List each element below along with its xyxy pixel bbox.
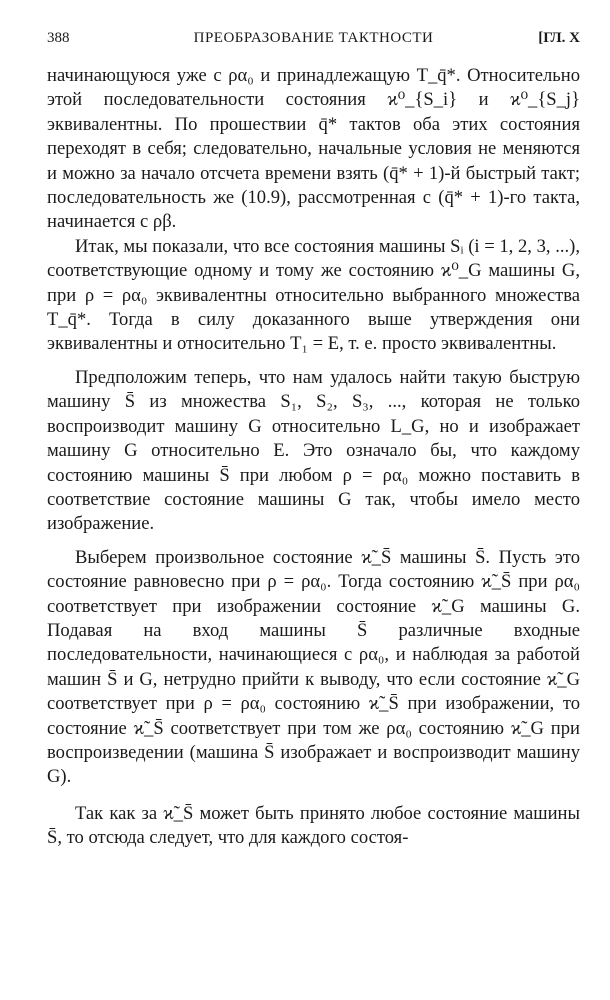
running-header xyxy=(47,30,580,52)
paragraph-continuation: начинающуюся уже с ρα₀ и принадлежащую T_q̄*. Относительно этой последовательности состояния ϰ⁰_{S_i} и ϰ⁰_{S_j} эквивалентны. По прошествии q̄* тактов оба этих состояния переходят в себя; следовательно, начальные условия не меняются и можно за начало отсчета времени взять (q̄* + 1)-й быстрый такт; последовательность же (10.9), рассмотренная с (q̄* + 1)-го такта, начинается с ρβ. xyxy=(47,65,580,233)
page-body xyxy=(47,64,580,851)
paragraph-arbitrary-state: Выберем произвольное состояние ϰ̃_S̄ машины S̄. Пусть это состояние равновесно при ρ = ρα₀. Тогда состоянию ϰ̃_S̄ при ρα₀ соответствует при изображении состояние ϰ̃_G машины G. Подавая на вход машины S̄ различные входные последовательности, начинающиеся с ρα₀, и наблюдая за работой машин S̄ и G, нетрудно прийти к выводу, что если состояние ϰ̃_G соответствует при ρ = ρα₀ состоянию ϰ̃_S̄ при изображении, то состояние ϰ̃_S̄ соответствует при том же ρα₀ состоянию ϰ̃_G при воспроизведении (машина S̄ изображает и воспроизводит машину G). xyxy=(47,546,580,788)
paragraph-conclusion: Так как за ϰ̃_S̄ может быть принято любое состояние машины S̄, то отсюда следует, что для каждого состоя- xyxy=(47,802,580,849)
page-number: 388 xyxy=(47,30,70,46)
chapter-marker: [ГЛ. X xyxy=(538,30,580,46)
paragraph-states-equivalent: Итак, мы показали, что все состояния машины Sᵢ (i = 1, 2, 3, ...), соответствующие одному и тому же состоянию ϰ⁰_G машины G, при ρ = ρα₀ эквивалентны относительно выбранного множества T_q̄*. Тогда в силу доказанного выше утверждения они эквивалентны и относительно T₁ = E, т. е. просто эквивалентны. xyxy=(47,235,580,355)
running-title: ПРЕОБРАЗОВАНИЕ ТАКТНОСТИ xyxy=(193,30,434,46)
paragraph-fast-machine: Предположим теперь, что нам удалось найти такую быструю машину S̄ из множества S₁, S₂, S₃, ..., которая не только воспроизводит машину G относительно L_G, но и изображает машину G относительно E. Это означало бы, что каждому состоянию машины S̄ при любом ρ = ρα₀ можно поставить в соответствие состояние машины G так, чтобы имело место изображение. xyxy=(47,366,580,535)
